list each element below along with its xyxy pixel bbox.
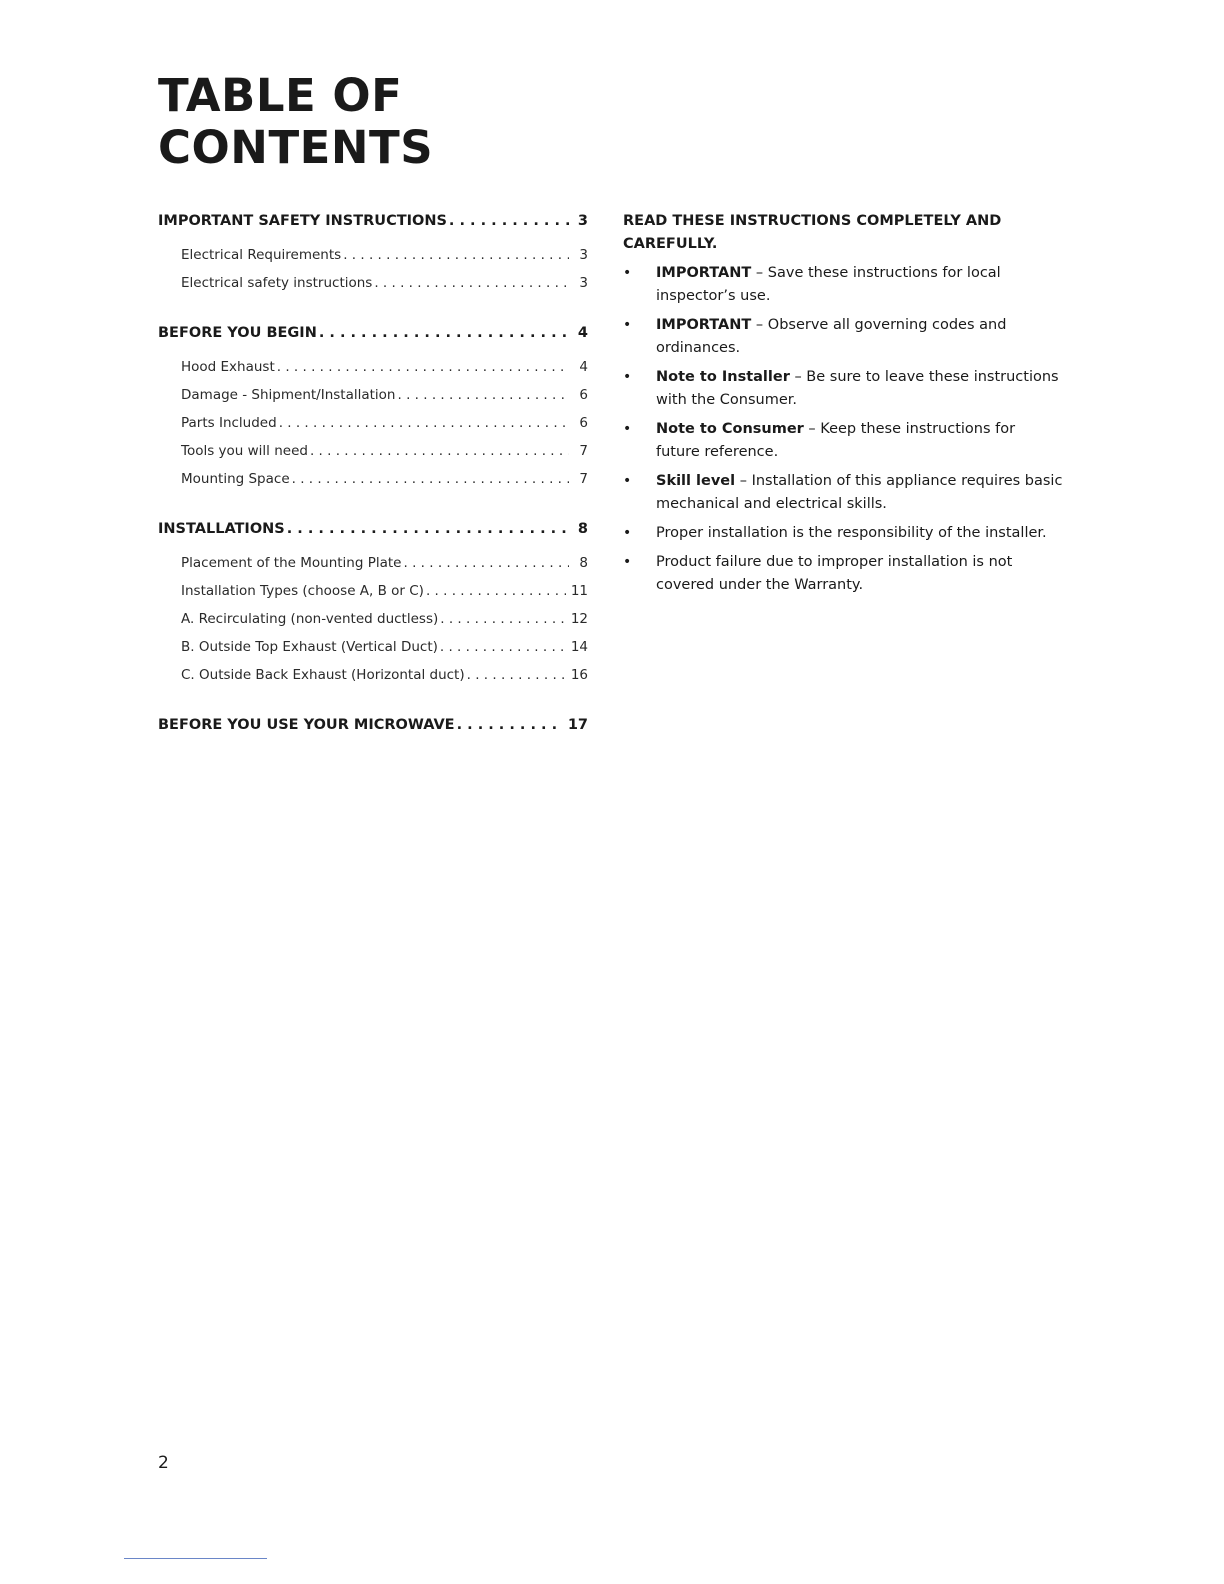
toc-heading-page: 3 xyxy=(577,213,588,229)
toc-section-before-you-begin xyxy=(158,322,588,493)
bullet-text: – Keep these instructions for future reference. xyxy=(656,421,1016,460)
toc-entry-label: Damage - Shipment/Installation xyxy=(181,387,396,403)
bullet-icon: • xyxy=(623,265,632,281)
toc-entry-label: Parts Included xyxy=(181,415,277,431)
toc-entry-page: 6 xyxy=(579,415,588,431)
toc-entry xyxy=(158,605,588,633)
toc-entry-label: Placement of the Mounting Plate xyxy=(181,555,402,571)
dot-leader xyxy=(374,269,569,297)
page-title xyxy=(158,70,433,174)
bullet-icon: • xyxy=(623,554,632,570)
toc-entry-page: 6 xyxy=(579,387,588,403)
bullet-bold-lead: IMPORTANT xyxy=(656,265,752,281)
bullet-text: – Save these instructions for local inspector’s use. xyxy=(656,265,1001,304)
toc-section-installations xyxy=(158,518,588,689)
bullet-bold-lead: Note to Installer xyxy=(656,369,790,385)
list-item xyxy=(623,314,1063,360)
toc-section-before-use xyxy=(158,714,588,736)
bullet-icon: • xyxy=(623,421,632,437)
toc-entry-page: 3 xyxy=(579,247,588,263)
toc-entry xyxy=(158,633,588,661)
toc-entry-page: 16 xyxy=(570,667,588,683)
list-item xyxy=(623,262,1063,308)
toc-heading xyxy=(158,210,588,232)
instructions-panel xyxy=(623,210,1063,603)
toc-heading-page: 4 xyxy=(577,325,588,341)
toc-entry-label: Hood Exhaust xyxy=(181,359,275,375)
bullet-text: Proper installation is the responsibility of the installer. xyxy=(656,525,1047,541)
bullet-text: – Be sure to leave these instructions with the Consumer. xyxy=(656,369,1059,408)
bullet-bold-lead: Note to Consumer xyxy=(656,421,804,437)
toc-subentries xyxy=(158,241,588,297)
toc-heading xyxy=(158,322,588,344)
bullet-icon: • xyxy=(623,525,632,541)
toc-heading-label: INSTALLATIONS xyxy=(158,521,285,537)
toc-heading xyxy=(158,518,588,540)
toc-entry-label: Tools you will need xyxy=(181,443,308,459)
dot-leader xyxy=(449,210,569,232)
dot-leader xyxy=(319,322,569,344)
toc-heading xyxy=(158,714,588,736)
toc-entry-page: 11 xyxy=(570,583,588,599)
page-number: 2 xyxy=(158,1453,169,1473)
toc-entry xyxy=(158,549,588,577)
list-item xyxy=(623,470,1063,516)
table-of-contents xyxy=(158,210,588,736)
dot-leader xyxy=(467,661,566,689)
list-item xyxy=(623,418,1063,464)
bullet-icon: • xyxy=(623,317,632,333)
list-item xyxy=(623,551,1063,597)
dot-leader xyxy=(426,577,566,605)
toc-entry-page: 3 xyxy=(579,275,588,291)
toc-entry-label: Mounting Space xyxy=(181,471,290,487)
instructions-list xyxy=(623,262,1063,597)
toc-entry-page: 7 xyxy=(579,471,588,487)
dot-leader xyxy=(277,353,569,381)
toc-heading-page: 8 xyxy=(577,521,588,537)
toc-entry-label: C. Outside Back Exhaust (Horizontal duct) xyxy=(181,667,465,683)
bullet-bold-lead: IMPORTANT xyxy=(656,317,752,333)
toc-entry xyxy=(158,409,588,437)
footer-divider xyxy=(124,1558,267,1559)
toc-subentries xyxy=(158,549,588,689)
dot-leader xyxy=(398,381,570,409)
instructions-heading: READ THESE INSTRUCTIONS COMPLETELY AND CAREFULLY. xyxy=(623,213,1002,252)
toc-entry xyxy=(158,661,588,689)
toc-entry-label: Installation Types (choose A, B or C) xyxy=(181,583,424,599)
dot-leader xyxy=(292,465,569,493)
dot-leader xyxy=(403,549,569,577)
toc-entry xyxy=(158,241,588,269)
toc-section-safety xyxy=(158,210,588,297)
toc-subentries xyxy=(158,353,588,493)
bullet-text: – Installation of this appliance requires basic mechanical and electrical skills. xyxy=(656,473,1063,512)
toc-heading-label: BEFORE YOU USE YOUR MICROWAVE xyxy=(158,717,455,733)
toc-entry-page: 14 xyxy=(570,639,588,655)
toc-entry-page: 7 xyxy=(579,443,588,459)
list-item xyxy=(623,522,1063,545)
dot-leader xyxy=(287,518,569,540)
dot-leader xyxy=(457,714,563,736)
bullet-bold-lead: Skill level xyxy=(656,473,736,489)
toc-entry xyxy=(158,269,588,297)
toc-entry-page: 12 xyxy=(570,611,588,627)
dot-leader xyxy=(440,633,566,661)
toc-heading-page: 17 xyxy=(567,717,588,733)
toc-entry-label: Electrical safety instructions xyxy=(181,275,373,291)
toc-entry-label: Electrical Requirements xyxy=(181,247,342,263)
bullet-text: – Observe all governing codes and ordinances. xyxy=(656,317,1007,356)
toc-entry xyxy=(158,381,588,409)
dot-leader xyxy=(279,409,569,437)
toc-entry-label: A. Recirculating (non-vented ductless) xyxy=(181,611,439,627)
toc-entry-page: 8 xyxy=(579,555,588,571)
bullet-icon: • xyxy=(623,473,632,489)
toc-entry xyxy=(158,577,588,605)
list-item xyxy=(623,366,1063,412)
bullet-icon: • xyxy=(623,369,632,385)
toc-entry-label: B. Outside Top Exhaust (Vertical Duct) xyxy=(181,639,438,655)
toc-entry xyxy=(158,437,588,465)
bullet-text: Product failure due to improper installation is not covered under the Warranty. xyxy=(656,554,1013,593)
toc-heading-label: IMPORTANT SAFETY INSTRUCTIONS xyxy=(158,213,447,229)
dot-leader xyxy=(310,437,569,465)
toc-heading-label: BEFORE YOU BEGIN xyxy=(158,325,317,341)
toc-entry-page: 4 xyxy=(579,359,588,375)
dot-leader xyxy=(440,605,566,633)
page-title-line-1: TABLE OF xyxy=(158,69,403,122)
toc-entry xyxy=(158,465,588,493)
page-title-line-2: CONTENTS xyxy=(158,121,434,174)
toc-entry xyxy=(158,353,588,381)
dot-leader xyxy=(343,241,569,269)
